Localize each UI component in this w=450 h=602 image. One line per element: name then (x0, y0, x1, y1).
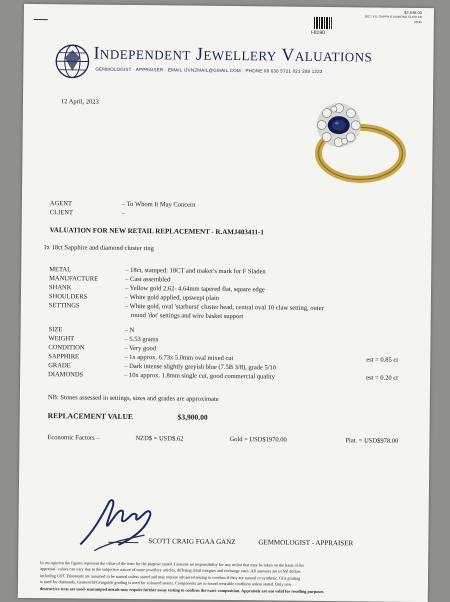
client-label: CLIENT (50, 208, 122, 218)
spec-label: SAPPHIRE (48, 353, 79, 360)
agent-label: AGENT (50, 199, 122, 209)
replacement-value-label: REPLACEMENT VALUE (48, 411, 133, 421)
divider (34, 19, 48, 20)
spec-value: – 1x approx. 6.73x 5.0mm oval mixed cut (124, 354, 233, 362)
valuation-date: 12 April, 2023 (61, 98, 99, 105)
spec-value-text: White gold, oval 'starburst' cluster head, central oval 10 claw setting, outer (130, 303, 324, 312)
spec-value-text: 18ct, stamped: 18CT and maker's mark for F Sladen (130, 267, 266, 275)
gold-price: Gold = USD$1970.00 (229, 436, 286, 444)
tag-price: $2,548.00 (322, 9, 422, 15)
disclaimer-line: In my opinion the figures represent the value of the item for the purpose stated. I assume no responsibility for any action that may be taken on the basis of the (40, 560, 426, 570)
spec-label: METAL (49, 266, 71, 273)
replacement-value: $3,900.00 (178, 412, 208, 421)
spec-value: – N (125, 327, 135, 334)
platinum-price: Plat. = USD$978.00 (345, 437, 398, 445)
spec-value-text: round 'dot' settings and wire basket support (131, 312, 244, 320)
spec-value-text: White gold applied, upswept plain (130, 294, 219, 302)
agent-block: AGENT – To Whom It May Concern CLIENT – (50, 199, 196, 219)
spec-label: MANUFACTURE (49, 275, 98, 283)
spec-value: – White gold applied, upswept plain (125, 294, 219, 302)
spec-label: SHANK (49, 284, 71, 291)
company-name: Independent Jewellery Valuations (93, 43, 372, 67)
ring-photo (298, 95, 407, 186)
spec-value: – Cast assembled (125, 276, 170, 283)
tag-description: 18CT YEL SAPPH & DIAMOND CLUSTER (322, 14, 422, 20)
disclaimer (40, 560, 426, 596)
agent-value: To Whom It May Concern (127, 201, 196, 209)
spec-value-text: Very good (129, 345, 156, 352)
sapphire-estimate: est = 0.85 ct (366, 356, 398, 363)
barcode-code: I-8190 (311, 30, 325, 36)
spec-label: WEIGHT (48, 335, 74, 342)
spec-label: SHOULDERS (49, 293, 87, 300)
appraiser-role: GEMMOLOGIST - APPRAISER (258, 538, 353, 547)
tag-description-2: RING (322, 19, 422, 25)
disclaimer-line: is used for diamonds, Gemworld/Gemguide grading is used for coloured stones. Components are in sound wearable condition unless stated. Only non- (40, 579, 426, 589)
spec-value-text: Cast assembled (130, 276, 170, 283)
stones-note: NB: Stones assessed in settings, sizes and grades are approximate (48, 394, 219, 403)
spec-value: – White gold, oval 'starburst' cluster head, central oval 10 claw setting, outer (125, 303, 324, 312)
diamond-estimate: est = 0.20 ct (366, 374, 398, 381)
globe-logo-icon (53, 42, 91, 80)
spec-label: GRADE (48, 362, 70, 369)
spec-label: SIZE (49, 326, 63, 333)
spec-value: – Dark intense slightly greyish blue (7.5B 3/8), grade 5/10 (124, 363, 276, 372)
spec-value-text: 1x approx. 6.73x 5.0mm oval mixed cut (129, 354, 233, 362)
spec-value-text: N (129, 327, 134, 334)
economic-factors-label: Economic Factors – (47, 434, 99, 442)
disclaimer-line: including GST. Diamonds are assumed to be natural unless stated and may require advanced testing to confirm if they are natural or synthetic. GIA grading (40, 573, 426, 583)
item-description: 1x 18ct Sapphire and diamond cluster ring (43, 244, 154, 252)
disclaimer-line: destructive tests are used- unstamped metals may require further assay testing to confirm the exact composition. Appraisals are not valid for reselling purposes (40, 586, 426, 596)
specifications-list (20, 266, 431, 384)
spec-value: – 5.53 grams (124, 336, 158, 343)
signature-image (74, 488, 165, 559)
spec-value-text: Yellow gold 2.62- 4.64mm tapered flat, square edge (130, 285, 265, 293)
spec-label: DIAMONDS (48, 371, 83, 378)
spec-value: – 18ct, stamped: 18CT and maker's mark for F Sladen (125, 267, 265, 275)
disclaimer-line: appraisal- values can vary due to the subjective nature of some jewellery articles, differing retail margins and exchange rates. All amounts are in NZ dollars (40, 566, 426, 576)
spec-value: – Yellow gold 2.62- 4.64mm tapered flat, square edge (125, 285, 265, 293)
valuation-title: VALUATION FOR NEW RETAIL REPLACEMENT - R.AMJ403411-1 (50, 226, 264, 236)
spec-label: SETTINGS (49, 302, 80, 309)
spec-value-text: 5.53 grams (129, 336, 158, 343)
nzd-rate: NZD$ = USD$.62 (135, 435, 183, 443)
spec-value-text: 10x approx. 1.8mm single cut, good commercial quality (129, 372, 275, 381)
spec-value: – 10x approx. 1.8mm single cut, good commercial quality (124, 372, 275, 381)
company-contact: GEMMOLOGIST · APPRAISER · EMAIL IJVNZMAIL@GMAIL.COM · PHONE 09 638 5721 021 288 1223 (95, 67, 322, 74)
spec-label: CONDITION (48, 344, 84, 351)
price-tag (322, 9, 422, 25)
barcode (314, 17, 332, 29)
appraiser-name: SCOTT CRAIG FGAA GANZ (148, 537, 235, 546)
spec-value-text: Dark intense slightly greyish blue (7.5B 3/8), grade 5/10 (129, 363, 276, 372)
spec-value: – Very good (124, 345, 156, 352)
valuation-document (18, 4, 434, 602)
